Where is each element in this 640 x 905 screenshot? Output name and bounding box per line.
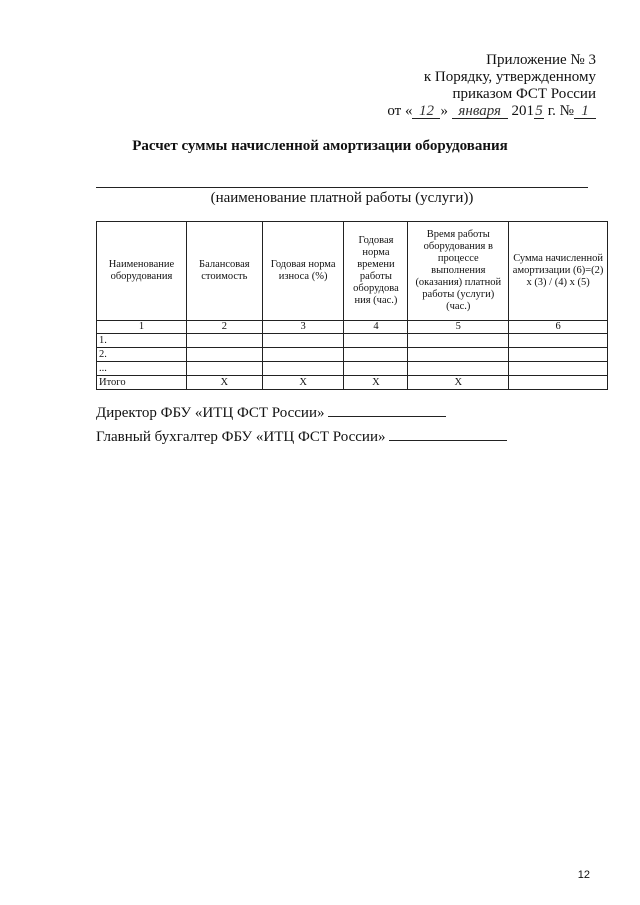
date-mid: » [440, 103, 448, 119]
accountant-signature-line [96, 428, 507, 446]
date-prefix: от « [387, 103, 413, 119]
signature-blank [389, 428, 507, 441]
accountant-label: Главный бухгалтер ФБУ «ИТЦ ФСТ России» [96, 429, 386, 445]
header-annual-wear-rate: Годовая норма износа (%) [262, 222, 344, 321]
year-prefix: 201 [511, 103, 534, 119]
handwritten-month: января [452, 104, 508, 119]
header-balance-value: Балансовая стоимость [186, 222, 262, 321]
table-cell [262, 362, 344, 376]
total-label: Итого [97, 376, 187, 390]
work-name-line [96, 187, 588, 188]
appendix-number: Приложение № 3 [486, 52, 596, 68]
handwritten-day: 12 [412, 104, 440, 119]
table-cell [344, 348, 408, 362]
amortization-table [96, 221, 608, 390]
table-cell [262, 334, 344, 348]
appendix-order-ref: к Порядку, утвержденному [423, 69, 596, 85]
table-cell [344, 334, 408, 348]
header-amortization-sum: Сумма начисленной амортизации (6)=(2) x (3) / (4) x (5) [509, 222, 608, 321]
table-cell [186, 334, 262, 348]
row-label: ... [97, 362, 187, 376]
document-title: Расчет суммы начисленной амортизации оборудования [132, 138, 508, 154]
x-mark: X [262, 376, 344, 390]
x-mark: X [344, 376, 408, 390]
director-signature-line [96, 404, 446, 422]
table-cell [408, 334, 509, 348]
appendix-authority: приказом ФСТ России [452, 86, 596, 102]
order-label: г. № [547, 103, 574, 119]
page-number: 12 [577, 869, 590, 881]
director-label: Директор ФБУ «ИТЦ ФСТ России» [96, 405, 325, 421]
table-cell [186, 348, 262, 362]
table-cell [186, 362, 262, 376]
table-row [97, 334, 608, 348]
header-work-time: Время работы оборудования в процессе выполнения (оказания) платной работы (услуги) (час.) [408, 222, 509, 321]
table-cell [509, 362, 608, 376]
column-number: 1 [97, 321, 187, 334]
row-label: 2. [97, 348, 187, 362]
table-cell [344, 362, 408, 376]
x-mark: X [186, 376, 262, 390]
table-header-row [97, 222, 608, 321]
column-number-row [97, 321, 608, 334]
table-cell [509, 348, 608, 362]
table-cell [262, 348, 344, 362]
handwritten-year-digit: 5 [535, 103, 543, 119]
handwritten-order-number: 1 [574, 104, 596, 119]
total-row [97, 376, 608, 390]
header-annual-time-norm: Годовая норма времени работы оборудова ния (час.) [344, 222, 408, 321]
x-mark: X [408, 376, 509, 390]
table-row [97, 348, 608, 362]
column-number: 5 [408, 321, 509, 334]
table-cell [408, 362, 509, 376]
signature-blank [328, 404, 446, 417]
appendix-date-line [387, 103, 596, 120]
column-number: 6 [509, 321, 608, 334]
column-number: 4 [344, 321, 408, 334]
row-label: 1. [97, 334, 187, 348]
column-number: 3 [262, 321, 344, 334]
work-name-caption: (наименование платной работы (услуги)) [210, 190, 474, 206]
column-number: 2 [186, 321, 262, 334]
header-equipment-name: Наименование оборудования [97, 222, 187, 321]
table-row [97, 362, 608, 376]
table-cell [509, 334, 608, 348]
appendix-header [387, 52, 596, 120]
table-cell [509, 376, 608, 390]
table-cell [408, 348, 509, 362]
